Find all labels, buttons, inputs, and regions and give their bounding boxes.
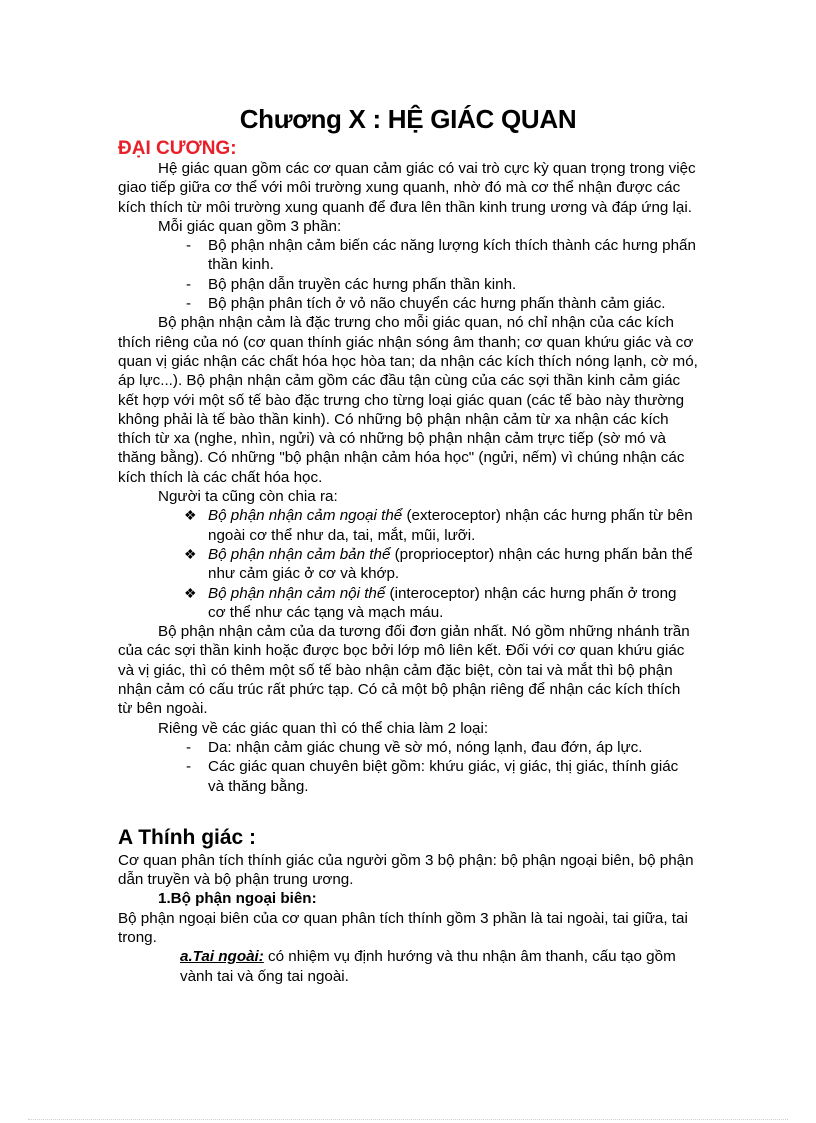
list-item-text: Bộ phận dẫn truyền các hưng phấn thần kinh. bbox=[208, 275, 517, 293]
list-item bbox=[118, 294, 698, 313]
subsection-a-label: a.Tai ngoài: bbox=[180, 948, 264, 966]
diamond-bullet-icon: ❖ bbox=[184, 507, 197, 524]
list-item bbox=[118, 275, 698, 294]
list-item bbox=[118, 757, 698, 796]
list-item bbox=[118, 584, 698, 623]
intro-paragraph-3: Bộ phận nhận cảm là đặc trưng cho mỗi giác quan, nó chỉ nhận của các kích thích riêng của nó (cơ quan thính giác nhận sóng âm thanh; cơ quan khứu giác và cơ quan vị giác nhận các chất hóa học hòa tan; da nhận các kích thích nóng lạnh, cờ mó, áp lực...). Bộ phận nhận cảm gồm các đầu tận cùng của các sợi thần kinh cảm giác kết hợp với một số tế bào đặc trưng cho từng loại giác quan (các tế bào này thường không phải là tế bào thần kinh). Có những bộ phận nhận cảm từ xa nhận các kích thích từ xa (nghe, nhìn, ngửi) và có những bộ phận nhận cảm trực tiếp (sờ mó và thăng bằng). Có những "bộ phận nhận cảm hóa học" (ngửi, nếm) vì chúng nhận các kích thích là các chất hóa học. bbox=[118, 314, 698, 486]
receptor-types-list bbox=[118, 506, 698, 622]
list-item-text: Các giác quan chuyên biệt gồm: khứu giác, vị giác, thị giác, thính giác và thăng bằng. bbox=[208, 758, 679, 795]
dash-bullet-icon: - bbox=[186, 758, 192, 776]
subsection-1-paragraph: Bộ phận ngoại biên của cơ quan phân tích thính gồm 3 phần là tai ngoài, tai giữa, tai trong. bbox=[118, 909, 688, 946]
receptor-description: (interoceptor) nhận các hưng phấn ở trong cơ thể như các tạng và mạch máu. bbox=[208, 584, 677, 621]
receptor-description: (proprioceptor) nhận các hưng phấn bản thể như cảm giác ở cơ và khớp. bbox=[208, 545, 693, 583]
list-item bbox=[118, 545, 698, 584]
list-item bbox=[118, 236, 698, 275]
sense-types-list bbox=[118, 738, 698, 796]
page-bottom-divider bbox=[28, 1119, 788, 1120]
intro-paragraph-1: Hệ giác quan gồm các cơ quan cảm giác có vai trò cực kỳ quan trọng trong việc giao tiếp giữa cơ thể với môi trường xung quanh, nhờ đó mà cơ thể nhận được các kích thích từ môi trường xung quanh để đưa lên thần kinh trung ương và đáp ứng lại. bbox=[118, 160, 696, 216]
intro-paragraph-5: Bộ phận nhận cảm của da tương đối đơn giản nhất. Nó gồm những nhánh trần của các sợi thần kinh hoặc được bọc bởi lớp mô liên kết. Đối với cơ quan khứu giác và vị giác, thì có thêm một số tế bào nhận cảm đặc biệt, còn tai và mắt thì bộ phận nhận cảm có cấu trúc rất phức tạp. Có cả một bộ phận riêng để nhận các kích thích từ bên ngoài. bbox=[118, 623, 690, 718]
list-item bbox=[118, 506, 698, 545]
dash-bullet-icon: - bbox=[186, 237, 192, 255]
dash-bullet-icon: - bbox=[186, 738, 192, 756]
document-body bbox=[118, 138, 698, 986]
list-item bbox=[118, 738, 698, 757]
chapter-title: Chương X : HỆ GIÁC QUAN bbox=[239, 104, 577, 134]
section-a-paragraph: Cơ quan phân tích thính giác của người gồm 3 bộ phận: bộ phận ngoại biên, bộ phận dẫn truyền và bộ phận trung ương. bbox=[118, 851, 694, 889]
subsection-a-text: có nhiệm vụ định hướng và thu nhận âm thanh, cấu tạo gồm vành tai và ống tai ngoài. bbox=[180, 948, 676, 985]
intro-paragraph-2: Mỗi giác quan gồm 3 phần: bbox=[158, 217, 342, 235]
dash-bullet-icon: - bbox=[186, 295, 192, 313]
section-a-heading: A Thính giác : bbox=[118, 825, 257, 849]
list-item-text: Bộ phận nhận cảm biến các năng lượng kích thích thành các hưng phấn thần kinh. bbox=[208, 237, 696, 274]
receptor-name: Bộ phận nhận cảm nội thể bbox=[208, 584, 386, 602]
intro-paragraph-6: Riêng về các giác quan thì có thể chia làm 2 loại: bbox=[158, 719, 489, 737]
receptor-name: Bộ phận nhận cảm bản thể bbox=[208, 545, 391, 563]
subsection-1-heading: 1.Bộ phận ngoại biên: bbox=[158, 890, 317, 908]
dash-bullet-icon: - bbox=[186, 275, 192, 293]
intro-paragraph-4: Người ta cũng còn chia ra: bbox=[158, 488, 338, 506]
list-item-text: Bộ phận phân tích ở vỏ não chuyển các hưng phấn thành cảm giác. bbox=[208, 295, 666, 313]
diamond-bullet-icon: ❖ bbox=[184, 584, 197, 601]
diamond-bullet-icon: ❖ bbox=[184, 545, 197, 562]
sense-parts-list bbox=[118, 236, 698, 313]
receptor-name: Bộ phận nhận cảm ngoại thể bbox=[208, 507, 403, 525]
list-item-text: Da: nhận cảm giác chung về sờ mó, nóng lạnh, đau đớn, áp lực. bbox=[208, 738, 643, 756]
subsection-a-paragraph bbox=[118, 947, 698, 986]
receptor-description: (exteroceptor) nhận các hưng phấn từ bên ngoài cơ thể như da, tai, mắt, mũi, lưỡi. bbox=[208, 507, 693, 544]
intro-heading: ĐẠI CƯƠNG: bbox=[118, 138, 237, 159]
